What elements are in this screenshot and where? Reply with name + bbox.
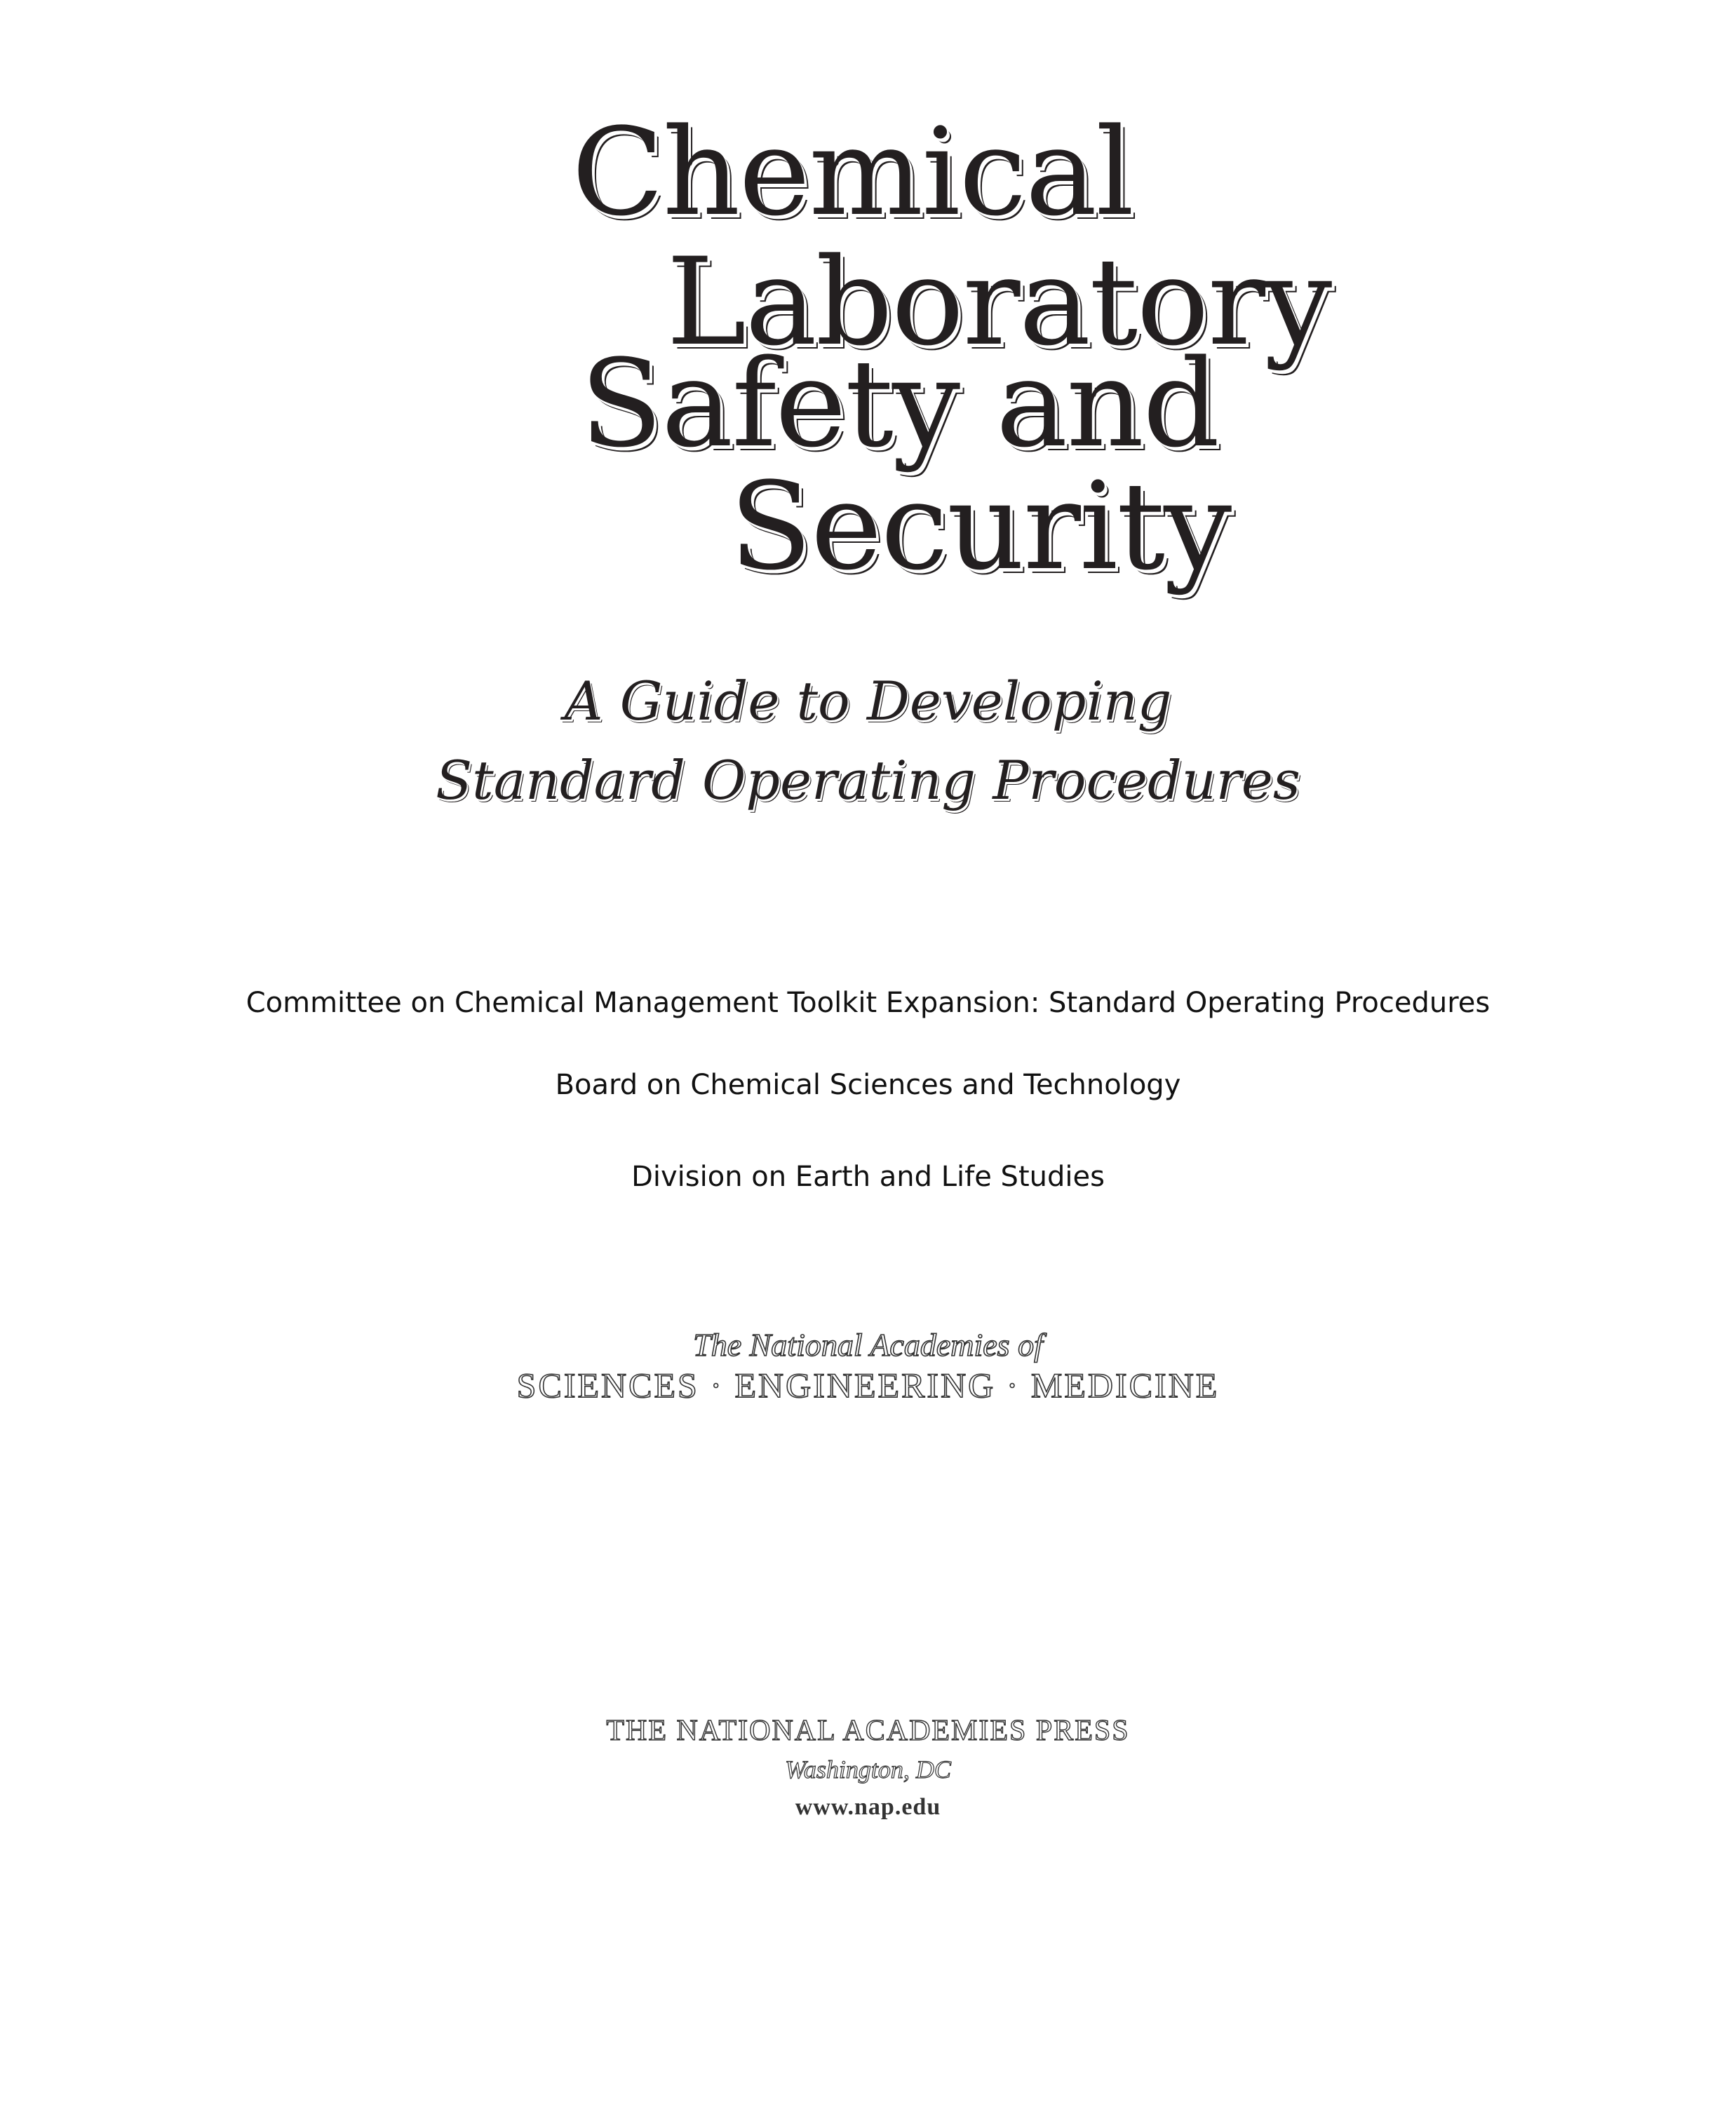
title-line-3: Safety and [580, 333, 1219, 474]
title-line-1: Chemical [572, 102, 1133, 243]
division-name: Division on Earth and Life Studies [631, 1161, 1105, 1193]
academies-logo-line-1: The National Academies of [693, 1327, 1043, 1363]
subtitle-line-2: Standard Operating Procedures [436, 749, 1300, 811]
publisher-city: Washington, DC [785, 1755, 951, 1783]
committee-name: Committee on Chemical Management Toolkit Expansion: Standard Operating Procedures [245, 987, 1491, 1019]
subtitle-line-1: A Guide to Developing [564, 670, 1172, 732]
publisher-url: www.nap.edu [795, 1794, 941, 1820]
board-name: Board on Chemical Sciences and Technology [555, 1069, 1181, 1101]
title-line-2: Laboratory [666, 231, 1331, 372]
academies-logo-line-2: SCIENCES · ENGINEERING · MEDICINE [516, 1365, 1220, 1405]
publisher-name: THE NATIONAL ACADEMIES PRESS [606, 1715, 1130, 1747]
title-line-4: Security [729, 456, 1231, 597]
